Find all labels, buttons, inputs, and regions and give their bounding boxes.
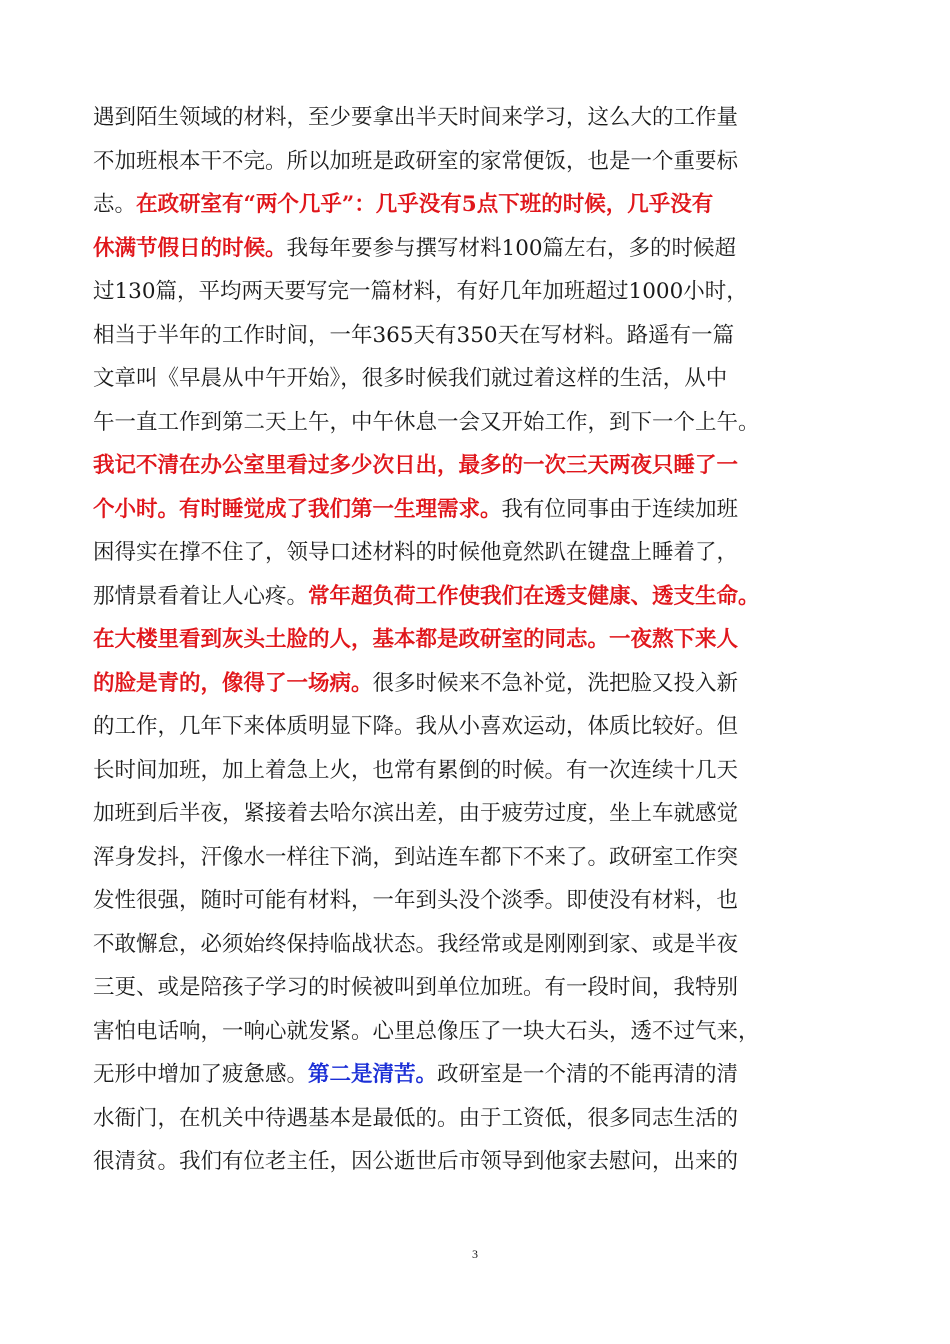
text-line <box>93 749 863 793</box>
text-line <box>93 923 863 967</box>
text-line <box>93 662 863 706</box>
text-line <box>93 444 863 488</box>
emphasis-red-text: 的脸是青的，像得了一场病。 <box>93 670 373 696</box>
emphasis-red-text: 在大楼里看到灰头土脸的人，基本都是政研室的同志。一夜熬下来人 <box>93 627 739 652</box>
emphasis-red-text: 休满节假日的时候。 <box>93 235 287 261</box>
body-text-segment: 水衙门，在机关中待遇基本是最低的。由于工资低，很多同志生活的 <box>93 1105 739 1131</box>
text-line <box>93 575 863 619</box>
emphasis-red-text: 常年超负荷工作使我们在透支健康、透支生命。 <box>308 583 760 609</box>
body-text-segment: 相当于半年的工作时间，一年365天有350天在写材料。路遥有一篇 <box>93 322 735 348</box>
text-line <box>93 1053 863 1097</box>
body-text-segment: 我每年要参与撰写材料100篇左右，多的时候超 <box>286 235 737 261</box>
text-line <box>93 705 863 749</box>
text-line <box>93 183 863 227</box>
text-line <box>93 140 863 184</box>
text-line <box>93 96 863 140</box>
emphasis-red-text: 个小时。有时睡觉成了我们第一生理需求。 <box>93 496 502 522</box>
emphasis-red-text: 我记不清在办公室里看过多少次日出，最多的一次三天两夜只睡了一 <box>93 453 739 478</box>
text-line <box>93 1010 863 1054</box>
body-text-segment: 午一直工作到第二天上午，中午休息一会又开始工作，到下一个上午。 <box>93 409 760 435</box>
emphasis-red-text: 在政研室有“两个几乎”：几乎没有5点下班的时候，几乎没有 <box>136 192 714 217</box>
text-line <box>93 401 863 445</box>
body-text-segment: 浑身发抖，汗像水一样往下淌，到站连车都下不来了。政研室工作突 <box>93 844 739 870</box>
text-line <box>93 314 863 358</box>
body-text-segment: 很多时候来不急补觉，洗把脸又投入新 <box>372 670 739 696</box>
body-text-segment: 志。 <box>93 192 137 217</box>
body-text-segment: 困得实在撑不住了，领导口述材料的时候他竟然趴在键盘上睡着了， <box>93 540 739 565</box>
section-heading-blue-text: 第二是清苦。 <box>308 1062 438 1087</box>
text-line <box>93 270 863 314</box>
text-line <box>93 227 863 271</box>
body-text-segment: 的工作，几年下来体质明显下降。我从小喜欢运动，体质比较好。但 <box>93 714 739 739</box>
body-text-segment: 不敢懈怠，必须始终保持临战状态。我经常或是刚刚到家、或是半夜 <box>93 931 739 957</box>
text-line <box>93 357 863 401</box>
body-text-segment: 害怕电话响，一响心就发紧。心里总像压了一块大石头，透不过气来， <box>93 1018 760 1044</box>
text-line <box>93 836 863 880</box>
text-line <box>93 531 863 575</box>
body-text-segment: 长时间加班，加上着急上火，也常有累倒的时候。有一次连续十几天 <box>93 757 739 783</box>
text-line <box>93 792 863 836</box>
body-text-segment: 不加班根本干不完。所以加班是政研室的家常便饭，也是一个重要标 <box>93 148 739 174</box>
body-text-segment: 我有位同事由于连续加班 <box>501 496 739 522</box>
body-text <box>93 96 863 1184</box>
text-line <box>93 966 863 1010</box>
body-text-segment: 很清贫。我们有位老主任，因公逝世后市领导到他家去慰问，出来的 <box>93 1149 739 1174</box>
text-line <box>93 618 863 662</box>
body-text-segment: 文章叫《早晨从中午开始》，很多时候我们就过着这样的生活，从中 <box>93 366 728 391</box>
text-line <box>93 1097 863 1141</box>
text-line <box>93 488 863 532</box>
body-text-segment: 加班到后半夜，紧接着去哈尔滨出差，由于疲劳过度，坐上车就感觉 <box>93 801 739 826</box>
body-text-segment: 遇到陌生领域的材料，至少要拿出半天时间来学习，这么大的工作量 <box>93 105 739 130</box>
body-text-segment: 无形中增加了疲惫感。 <box>93 1062 309 1087</box>
body-text-segment: 三更、或是陪孩子学习的时候被叫到单位加班。有一段时间，我特别 <box>93 975 739 1000</box>
body-text-segment: 政研室是一个清的不能再清的清 <box>437 1062 739 1087</box>
body-text-segment: 那情景看着让人心疼。 <box>93 583 309 609</box>
body-text-segment: 发性很强，随时可能有材料，一年到头没个淡季。即使没有材料，也 <box>93 888 739 913</box>
page-number: 3 <box>472 1247 478 1261</box>
body-text-segment: 过130篇，平均两天要写完一篇材料，有好几年加班超过1000小时， <box>93 279 748 304</box>
text-line <box>93 1140 863 1184</box>
text-line <box>93 879 863 923</box>
